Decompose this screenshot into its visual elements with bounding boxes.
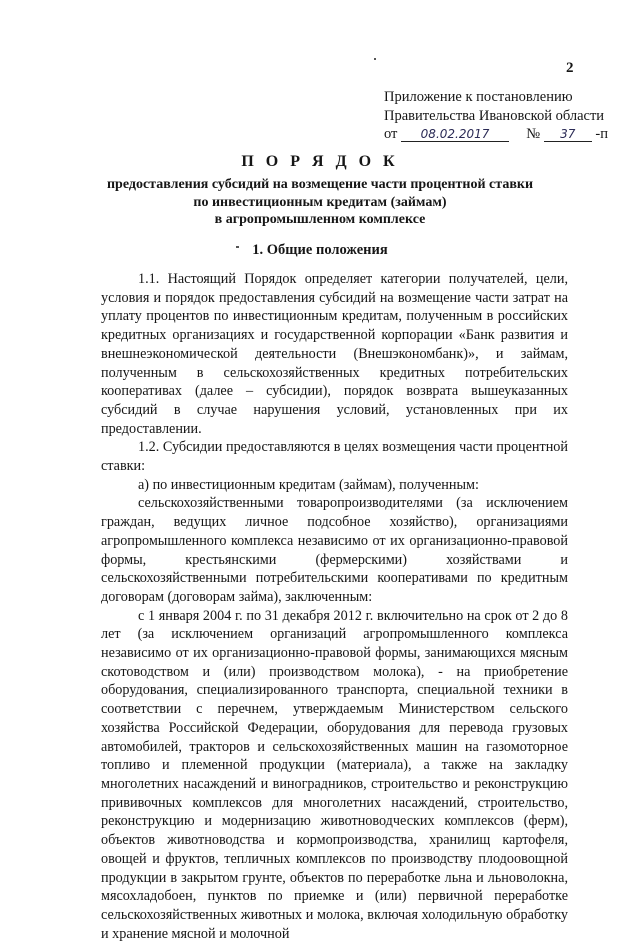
- paragraph-1-2: 1.2. Субсидии предоставляются в целях возмещения части процентной ставки:: [101, 439, 568, 475]
- appendix-line-1: Приложение к постановлению: [384, 89, 573, 105]
- subtitle-line-3: в агропромышленном комплексе: [214, 212, 426, 227]
- from-label: от: [384, 126, 398, 142]
- subtitle-line-1: предоставления субсидий на возмещение части процентной ставки: [106, 177, 534, 192]
- paragraph-recipients: сельскохозяйственными товаропроизводителями (за исключением граждан, ведущих личное подсобное хозяйство), организациями агропромышленного комплекса независимо от их организационно-правовой формы, крестьянскими (фермерскими) хозяйствами и сельскохозяйственными потребительскими кооперативами по кредитным договорам (договорам займа), заключенным:: [101, 495, 568, 605]
- decree-number: [544, 127, 592, 142]
- document-title: П О Р Я Д О К: [241, 153, 399, 170]
- section-heading: 1. Общие положения: [252, 242, 388, 258]
- paragraph-conditions: с 1 января 2004 г. по 31 декабря 2012 г. включительно на срок от 2 до 8 лет (за исключением организаций агропромышленного комплекса независимо от их организационно-правовой формы, занимающихся мясным скотоводством и (или) производством молока), - на приобретение оборудования, специализированного транспорта, специальной техники в соответствии с перечнем, утверждаемым Министерством сельского хозяйства Российской Федерации, оборудования для перевода грузовых автомобилей, тракторов и сельскохозяйственных машин на газомоторное топливо и племенной продукции (материала), а также на закладку многолетних насаждений и виноградников, строительство и реконструкцию прививочных комплексов для многолетних насаждений, строительство, реконструкцию и модернизацию животноводческих комплексов (ферм), объектов животноводства и кормопроизводства, хранилищ картофеля, овощей и фруктов, тепличных комплексов по производству плодоовощной продукции в закрытом грунте, объектов по переработке льна и льноволокна, мясохладобоен, пунктов по приемке и (или) первичной переработке сельскохозяйственных животных и молока, включая холодильную обработку и хранение мясной и молочной: [101, 607, 568, 942]
- number-suffix: -п: [595, 126, 608, 142]
- number-label: №: [526, 126, 541, 142]
- subtitle-line-2: по инвестиционным кредитам (займам): [193, 194, 447, 210]
- paragraph-a: а) по инвестиционным кредитам (займам), полученным:: [138, 476, 479, 493]
- decree-date: [401, 127, 509, 142]
- appendix-line-2: Правительства Ивановской области: [384, 107, 605, 124]
- paragraph-1-1: 1.1. Настоящий Порядок определяет категории получателей, цели, условия и порядок предоставления субсидий на возмещение части затрат на уплату процентов по инвестиционным кредитам, полученным в российских кредитных организациях и государственной корпорации «Банк развития и внешнеэкономической деятельности (Внешэкономбанк)», и займам, полученным в сельскохозяйственных кредитных потребительских кооперативах (далее – субсидии), порядок возврата вышеуказанных субсидий в случае нарушения условий, установленных при их предоставлении.: [101, 271, 568, 437]
- decree-number-handwritten: 37: [560, 127, 576, 141]
- appendix-block: [384, 88, 608, 144]
- page-number: 2: [566, 60, 574, 76]
- document-body: [101, 270, 568, 943]
- scan-speck: [374, 58, 376, 60]
- document-subtitle: [100, 176, 540, 229]
- decree-date-handwritten: 08.02.2017: [420, 127, 490, 141]
- appendix-line-3: [384, 125, 608, 144]
